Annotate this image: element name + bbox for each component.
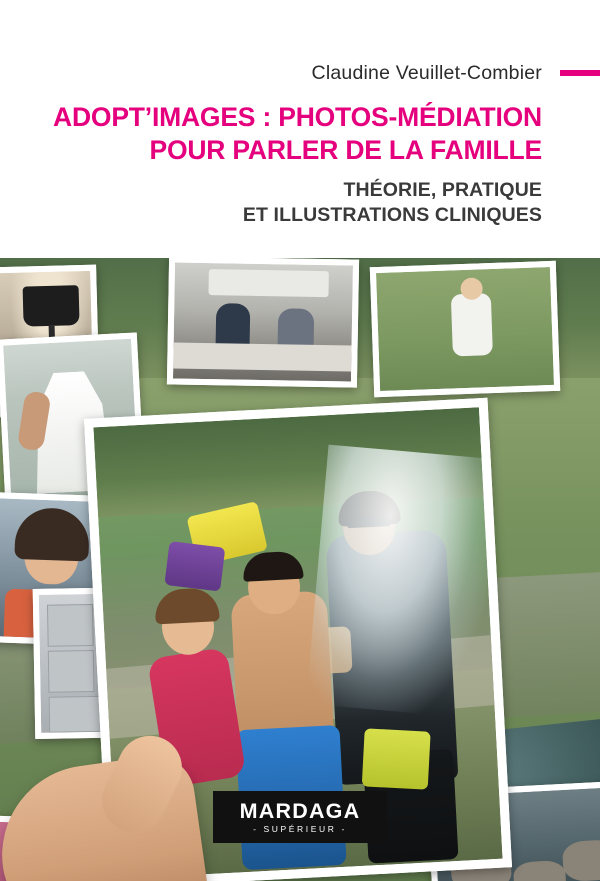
publisher-tagline: - SUPÉRIEUR - xyxy=(253,824,347,834)
kitchen-hood xyxy=(208,269,328,297)
title-line-1: ADOPT’IMAGES : PHOTOS-MÉDIATION xyxy=(53,102,542,132)
subtitle xyxy=(22,178,542,228)
water-splash xyxy=(306,445,498,719)
girl-hair xyxy=(154,587,220,624)
publisher-name: MARDAGA xyxy=(239,799,361,823)
subtitle-line-2: ET ILLUSTRATIONS CLINIQUES xyxy=(242,204,542,226)
lamp-shade xyxy=(23,285,80,326)
girl-hair xyxy=(14,507,90,562)
green-bucket xyxy=(362,728,431,789)
purple-bucket xyxy=(164,541,225,591)
rock xyxy=(513,860,567,881)
photo-hand-image xyxy=(0,728,220,881)
photo-kitchen-image xyxy=(173,262,353,381)
author-name: Claudine Veuillet-Combier xyxy=(311,62,542,84)
running-child-body xyxy=(451,293,493,356)
photo-running-child-image xyxy=(376,267,554,391)
page-title xyxy=(22,101,542,167)
title-line-2: POUR PARLER DE LA FAMILLE xyxy=(149,135,542,165)
boy-hair xyxy=(242,551,303,582)
photo-kitchen xyxy=(167,258,359,388)
photo-hand xyxy=(0,728,220,881)
subtitle-line-1: THÉORIE, PRATIQUE xyxy=(343,179,542,201)
kitchen-counter xyxy=(173,342,351,371)
grid-cell xyxy=(48,650,95,693)
photo-collage xyxy=(0,258,600,881)
photo-running-child xyxy=(370,261,560,397)
publisher-logo xyxy=(213,791,387,843)
cover-header xyxy=(0,0,600,258)
accent-rule xyxy=(560,70,600,76)
grid-cell xyxy=(47,604,94,647)
rock xyxy=(562,839,600,881)
